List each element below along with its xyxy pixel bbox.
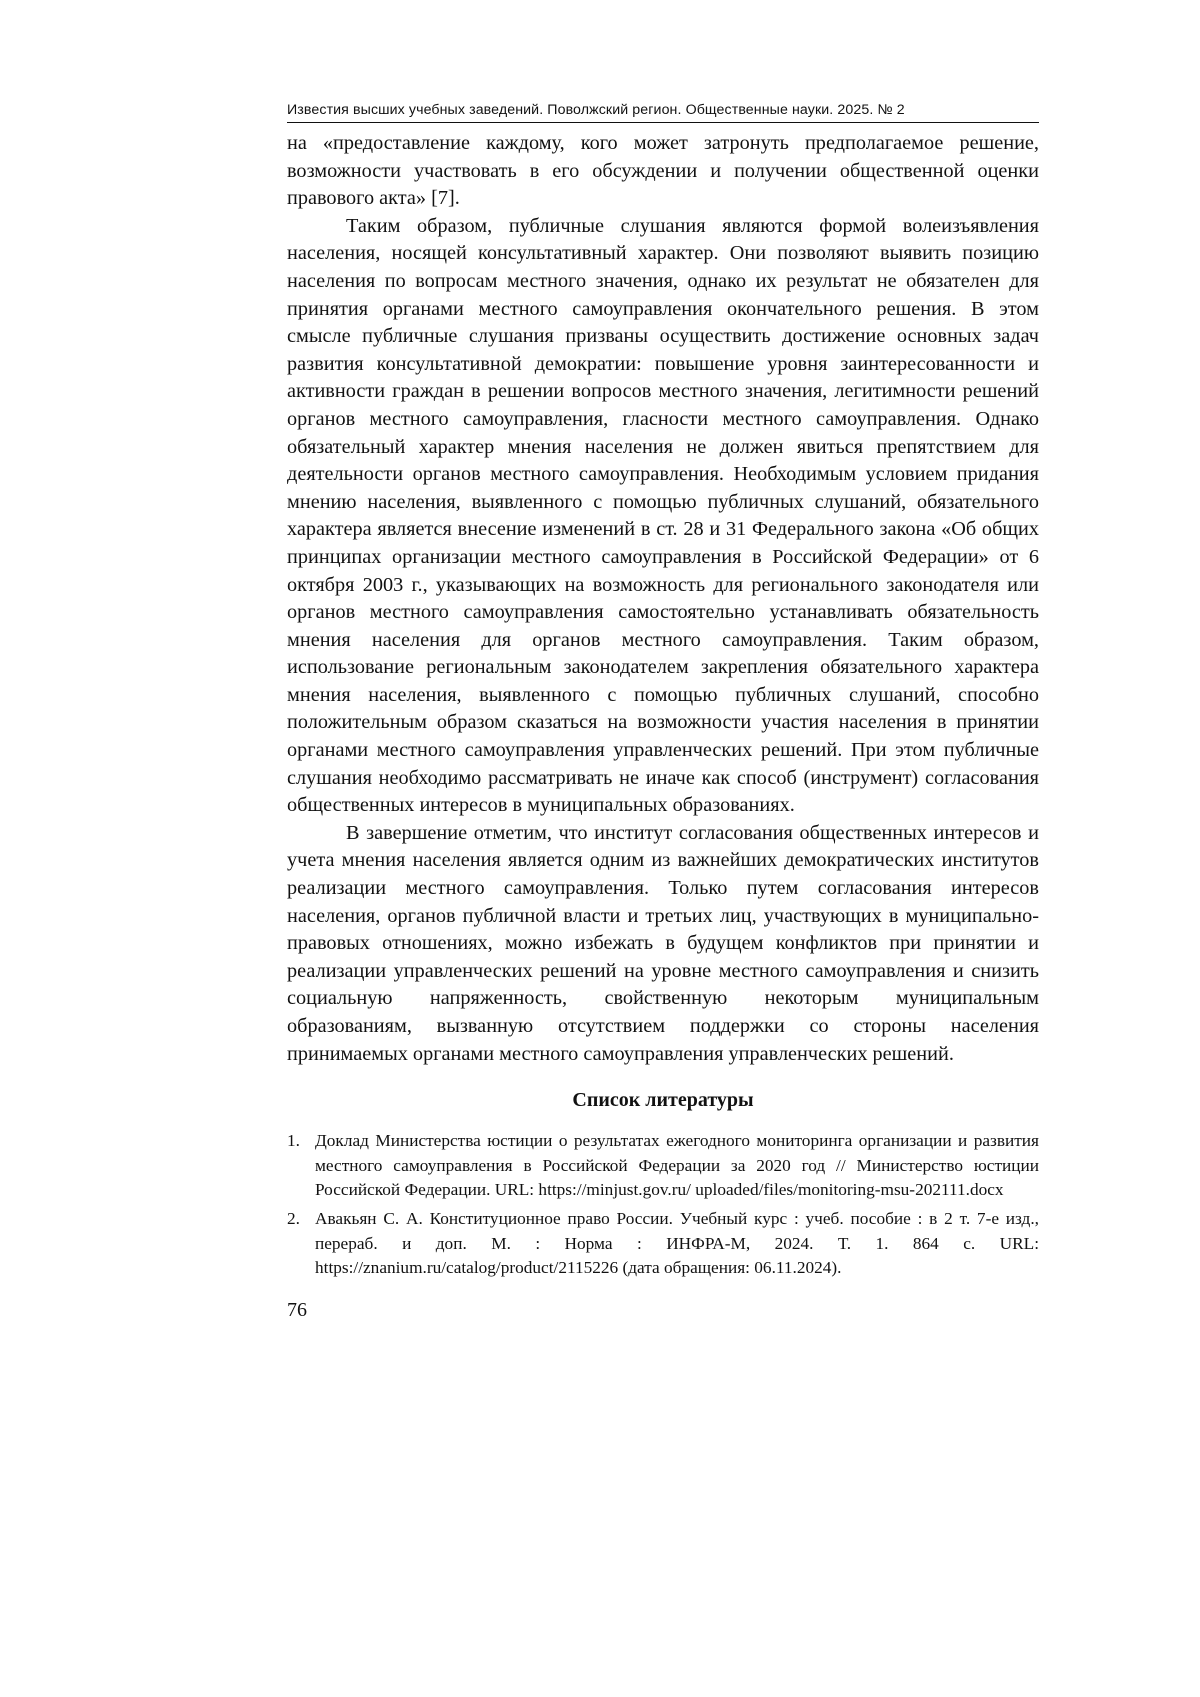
reference-text: Доклад Министерства юстиции о результатах ежегодного мониторинга организации и развития местного самоуправления в Российской Федерации за 2020 год // Министерство юстиции Российской Федерации. URL: https://minjust.gov.ru/ uploaded/files/monitoring-msu-202111.docx [315, 1131, 1039, 1200]
article-body [287, 130, 1039, 1068]
running-head: Известия высших учебных заведений. Поволжский регион. Общественные науки. 2025. № 2 [287, 100, 1039, 123]
references-heading: Список литературы [572, 1089, 754, 1112]
page-number: 76 [287, 1298, 307, 1321]
reference-item [287, 1129, 1039, 1203]
paragraph-conclusion: В завершение отметим, что институт согласования общественных интересов и учета мнения населения является одним из важнейших демократических институтов реализации местного самоуправления. Только путем согласования интересов населения, органов публичной власти и третьих лиц, участвующих в муниципально-правовых отношениях, можно избежать в будущем конфликтов при принятии и реализации управленческих решений на уровне местного самоуправления и снизить социальную напряженность, свойственную некоторым муниципальным образованиям, вызванную отсутствием поддержки со стороны населения принимаемых органами местного самоуправления управленческих решений. [287, 821, 1039, 1065]
paragraph: Таким образом, публичные слушания являются формой волеизъявления населения, носящей консультативный характер. Они позволяют выявить позицию населения по вопросам местного значения, однако их результат не обязателен для принятия органами местного самоуправления окончательного решения. В этом смысле публичные слушания призваны осуществить достижение основных задач развития консультативной демократии: повышение уровня заинтересованности и активности граждан в решении вопросов местного значения, легитимности решений органов местного самоуправления, гласности местного самоуправления. Однако обязательный характер мнения населения не должен явиться препятствием для деятельности органов местного самоуправления. Необходимым условием придания мнению населения, выявленного с помощью публичных слушаний, обязательного характера является внесение изменений в ст. 28 и 31 Федерального закона «Об общих принципах организации местного самоуправления в Российской Федерации» от 6 октября 2003 г., указывающих на возможность для регионального законодателя или органов местного самоуправления самостоятельно устанавливать обязательность мнения населения для органов местного самоуправления. Таким образом, использование региональным законодателем закрепления обязательного характера мнения населения, выявленного с помощью публичных слушаний, способно положительным образом сказаться на возможности участия населения в принятии органами местного самоуправления управленческих решений. При этом публичные слушания необходимо рассматривать не иначе как способ (инструмент) согласования общественных интересов в муниципальных образованиях. [287, 214, 1039, 817]
reference-text: Авакьян С. А. Конституционное право России. Учебный курс : учеб. пособие : в 2 т. 7-е изд., перераб. и доп. М. : Норма : ИНФРА-М, 2024. Т. 1. 864 с. URL: https://znanium.ru/catalog/product/2115226 (дата обращения: 06.11.2024). [315, 1208, 1039, 1278]
paragraph-continuation: на «предоставление каждому, кого может затронуть предполагаемое решение, возможности участвовать в его обсуждении и получении общественной оценки правового акта» [7]. [287, 132, 1039, 210]
reference-number: 1. [287, 1131, 300, 1151]
references-list [287, 1129, 1039, 1281]
reference-item [287, 1207, 1039, 1281]
reference-number: 2. [287, 1208, 300, 1228]
journal-page [287, 100, 1039, 1323]
